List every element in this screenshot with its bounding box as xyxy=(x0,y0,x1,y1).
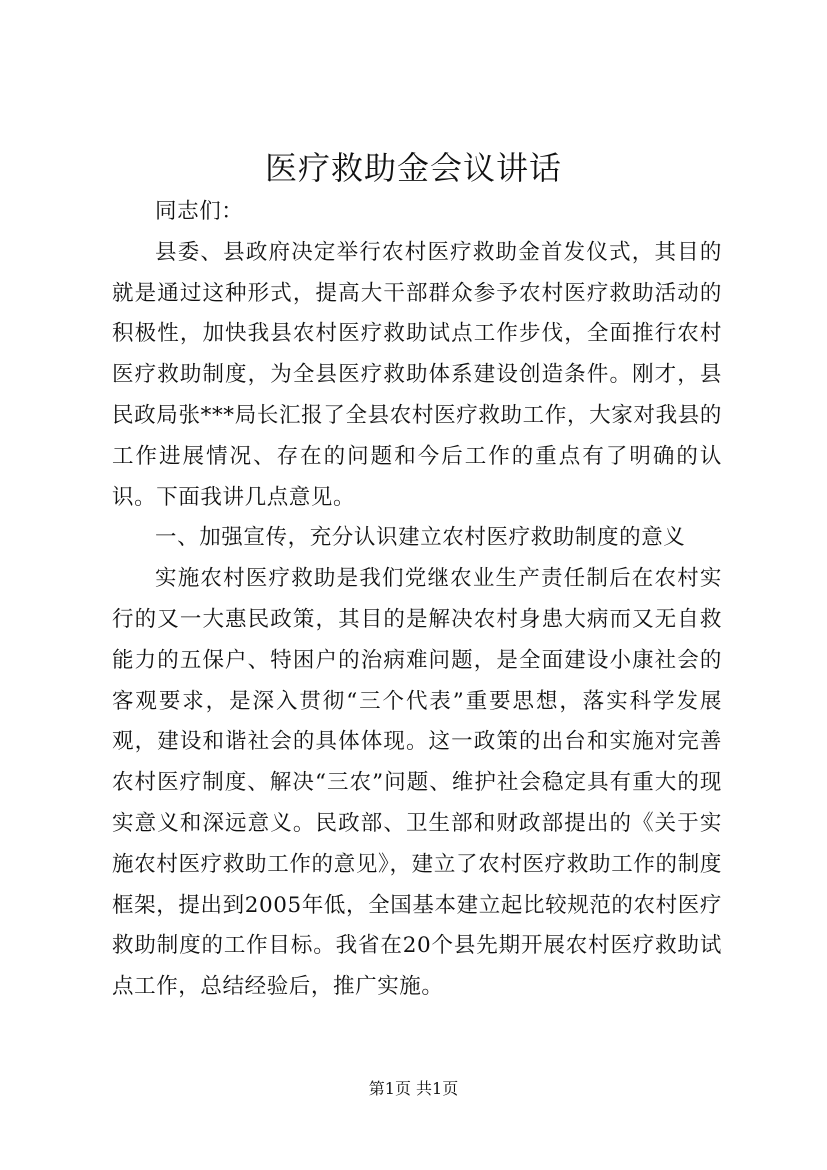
salutation-paragraph: 同志们： xyxy=(155,199,244,224)
document-body xyxy=(112,192,722,1008)
section-heading: 一、加强宣传，充分认识建立农村医疗救助制度的意义 xyxy=(155,525,686,551)
body-paragraph: 实施农村医疗救助是我们党继农业生产责任制后在农村实行的又一大惠民政策，其目的是解决农村身患大病而又无自救能力的五保户、特困户的治病难问题，是全面建设小康社会的客观要求，是深入贯彻“三个代表”重要思想，落实科学发展观，建设和谐社会的具体体现。这一政策的出台和实施对完善农村医疗制度、解决“三农”问题、维护社会稳定具有重大的现实意义和深远意义。民政部、卫生部和财政部提出的《关于实施农村医疗救助工作的意见》，建立了农村医疗救助工作的制度框架，提出到2005年低，全国基本建立起比较规范的农村医疗救助制度的工作目标。我省在20个县先期开展农村医疗救助试点工作，总结经验后，推广实施。 xyxy=(112,566,722,1000)
page-footer: 第1页 共1页 xyxy=(368,1079,459,1098)
intro-paragraph: 县委、县政府决定举行农村医疗救助金首发仪式，其目的就是通过这种形式，提高大干部群众参予农村医疗救助活动的积极性，加快我县农村医疗救助试点工作步伐，全面推行农村医疗救助制度，为全县医疗救助体系建设创造条件。刚才，县民政局张***局长汇报了全县农村医疗救助工作，大家对我县的工作进展情况、存在的问题和今后工作的重点有了明确的认识。下面我讲几点意见。 xyxy=(112,239,722,510)
document-title: 医疗救助金会议讲话 xyxy=(264,149,562,187)
